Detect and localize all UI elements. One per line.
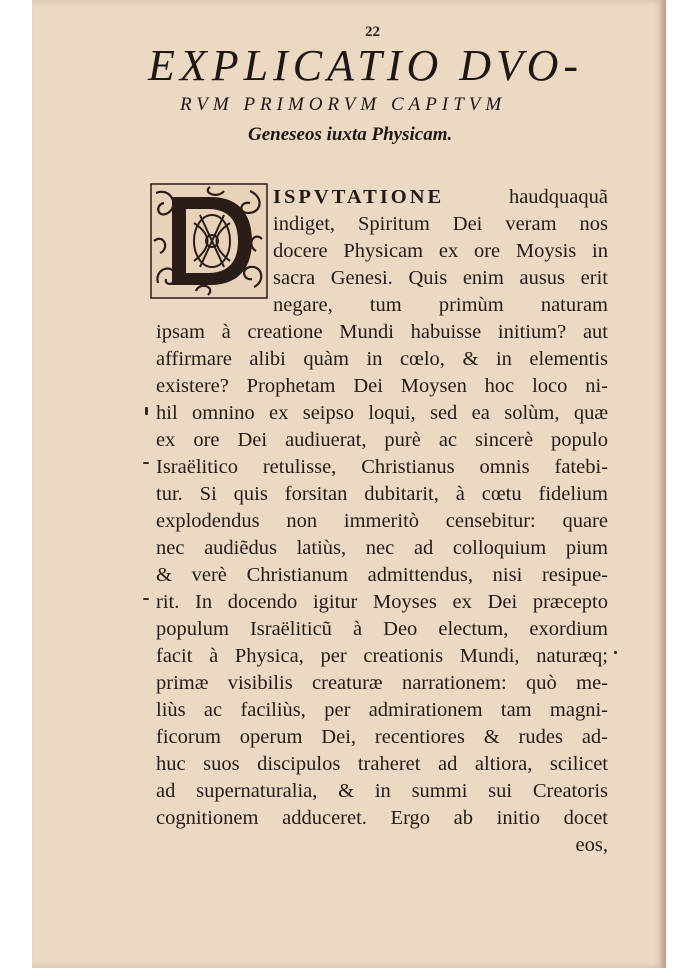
text-line-18: facit à Physica, per creationis Mundi, naturæq; bbox=[156, 645, 608, 667]
text-line-24: cognitionem adduceret. Ergo ab initio docet bbox=[156, 807, 608, 829]
catchword: eos, bbox=[575, 834, 608, 856]
page-edge bbox=[660, 0, 666, 968]
text-line-3: docere Physicam ex ore Moysis in bbox=[273, 240, 608, 262]
text-line-4: sacra Genesi. Quis enim ausus erit bbox=[273, 267, 608, 289]
text-line-6: ipsam à creatione Mundi habuisse initium? aut bbox=[156, 321, 608, 343]
text-line-14: nec audiẽdus latiùs, nec ad colloquium pium bbox=[156, 537, 608, 559]
margin-mark bbox=[614, 651, 617, 654]
text-line-7: affirmare alibi quàm in cœlo, & in elementis bbox=[156, 348, 608, 370]
text-line-23: ad supernaturalia, & in summi sui Creatoris bbox=[156, 780, 608, 802]
title-line-2: RVM PRIMORVM CAPITVM bbox=[180, 94, 507, 115]
margin-mark bbox=[143, 598, 149, 600]
page-number: 22 bbox=[365, 24, 380, 40]
text-line-5: negare, tum primùm naturam bbox=[273, 294, 608, 316]
text-line-17: populum Israëliticũ à Deo electum, exordium bbox=[156, 618, 608, 640]
text-line-22: huc suos discipulos traheret ad altiora, scilicet bbox=[156, 753, 608, 775]
drop-word: ISPVTATIONE bbox=[273, 186, 445, 208]
text-line-10: ex ore Dei audiuerat, purè ac sincerè populo bbox=[156, 429, 608, 451]
text-line-1 bbox=[273, 184, 608, 211]
title-line-1: EXPLICATIO DVO- bbox=[148, 41, 584, 90]
text-line-21: ficorum operum Dei, recentiores & rudes ad- bbox=[156, 726, 608, 748]
text-line-16: rit. In docendo igitur Moyses ex Dei præcepto bbox=[156, 591, 608, 613]
text-line-1-rest: haudquaquã bbox=[444, 186, 608, 208]
text-line-13: explodendus non immeritò censebitur: quare bbox=[156, 510, 608, 532]
text-line-12: tur. Si quis forsitan dubitarit, à cœtu fidelium bbox=[156, 483, 608, 505]
text-line-20: liùs ac faciliùs, per admirationem tam magni- bbox=[156, 699, 608, 721]
title-line-3: Geneseos iuxta Physicam. bbox=[248, 124, 453, 145]
decorated-initial-d bbox=[150, 183, 268, 299]
text-line-9: hil omnino ex seipso loqui, sed ea solùm, quæ bbox=[156, 402, 608, 424]
text-line-2: indiget, Spiritum Dei veram nos bbox=[273, 213, 608, 235]
text-line-19: primæ visibilis creaturæ narrationem: quò me- bbox=[156, 672, 608, 694]
margin-mark bbox=[143, 462, 149, 464]
text-line-8: existere? Prophetam Dei Moysen hoc loco ni- bbox=[156, 375, 608, 397]
text-line-15: & verè Christianum admittendus, nisi resipue- bbox=[156, 564, 608, 586]
margin-mark bbox=[145, 407, 148, 415]
text-line-11: Israëlitico retulisse, Christianus omnis fatebi- bbox=[156, 456, 608, 478]
